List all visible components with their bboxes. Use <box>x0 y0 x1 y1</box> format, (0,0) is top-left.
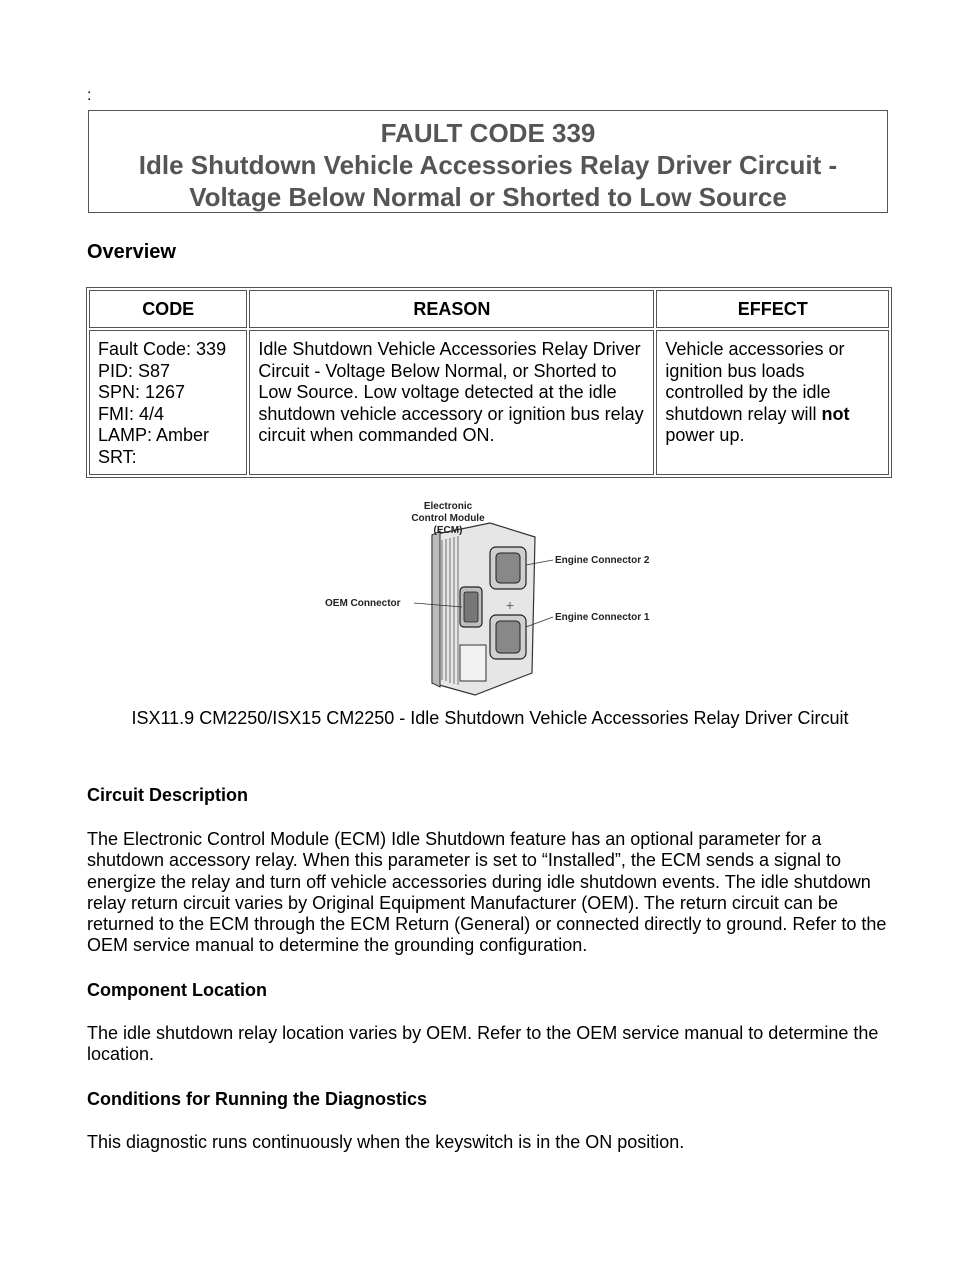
conditions-text: This diagnostic runs continuously when the keyswitch is in the ON position. <box>87 1132 685 1152</box>
component-location-text: The idle shutdown relay location varies by OEM. Refer to the OEM service manual to determine the location. <box>87 1023 879 1065</box>
code-lamp: LAMP: Amber <box>98 425 210 445</box>
code-srt: SRT: <box>98 446 137 467</box>
label-engine-connector-2: Engine Connector 2 <box>555 555 650 566</box>
label-oem-connector: OEM Connector <box>325 598 401 609</box>
fault-title-line-3: Voltage Below Normal or Shorted to Low Source <box>189 182 787 212</box>
header-code: CODE <box>89 290 247 328</box>
label-ecm-line-3: (ECM) <box>433 525 463 536</box>
figure-caption: ISX11.9 CM2250/ISX15 CM2250 - Idle Shutdown Vehicle Accessories Relay Driver Circuit <box>131 708 849 728</box>
fault-title-box <box>88 110 888 213</box>
circuit-description-heading: Circuit Description <box>87 785 249 805</box>
table-row <box>89 330 889 475</box>
reason-cell: Idle Shutdown Vehicle Accessories Relay Driver Circuit - Voltage Below Normal, or Shorted to Low Source. Low voltage detected at the idle shutdown vehicle accessory or ignition bus relay circuit when commanded ON. <box>249 330 654 475</box>
fault-code-title: FAULT CODE 339 <box>380 118 596 148</box>
conditions-heading: Conditions for Running the Diagnostics <box>87 1089 427 1109</box>
code-spn: SPN: 1267 <box>98 382 186 402</box>
overview-table <box>86 287 892 478</box>
svg-text:+: + <box>505 597 515 613</box>
ecm-module-icon <box>432 523 535 695</box>
effect-text-start: Vehicle accessories or ignition bus loads controlled by the idle shutdown relay will <box>665 339 845 424</box>
code-cell <box>89 330 247 475</box>
code-pid: PID: S87 <box>98 360 171 381</box>
leading-colon: : <box>87 87 92 104</box>
effect-cell <box>656 330 889 475</box>
ecm-diagram <box>320 495 690 705</box>
label-ecm-line-2: Control Module <box>411 513 485 524</box>
code-fault-code: Fault Code: 339 <box>98 339 227 359</box>
circuit-description-text: The Electronic Control Module (ECM) Idle Shutdown feature has an optional parameter for a shutdown accessory relay. When this parameter is set to “Installed”, the ECM sends a signal to energize the relay and turn off vehicle accessories during idle shutdown events. The idle shutdown relay return circuit varies by Original Equipment Manufacturer (OEM). The return circuit can be returned to the ECM through the ECM Return (General) or connected directly to ground. Refer to the OEM service manual to determine the grounding configuration. <box>87 829 887 956</box>
fault-title-line-2: Idle Shutdown Vehicle Accessories Relay Driver Circuit - <box>138 150 838 180</box>
code-fmi: FMI: 4/4 <box>98 403 165 424</box>
label-engine-connector-1: Engine Connector 1 <box>555 612 650 623</box>
header-reason: REASON <box>249 290 654 328</box>
header-effect: EFFECT <box>656 290 889 328</box>
overview-heading: Overview <box>87 241 176 263</box>
component-location-heading: Component Location <box>87 980 267 1000</box>
table-header-row <box>89 290 889 328</box>
effect-text-end: power up. <box>665 425 745 445</box>
effect-text-bold: not <box>821 403 850 424</box>
label-ecm-line-1: Electronic <box>423 501 473 512</box>
